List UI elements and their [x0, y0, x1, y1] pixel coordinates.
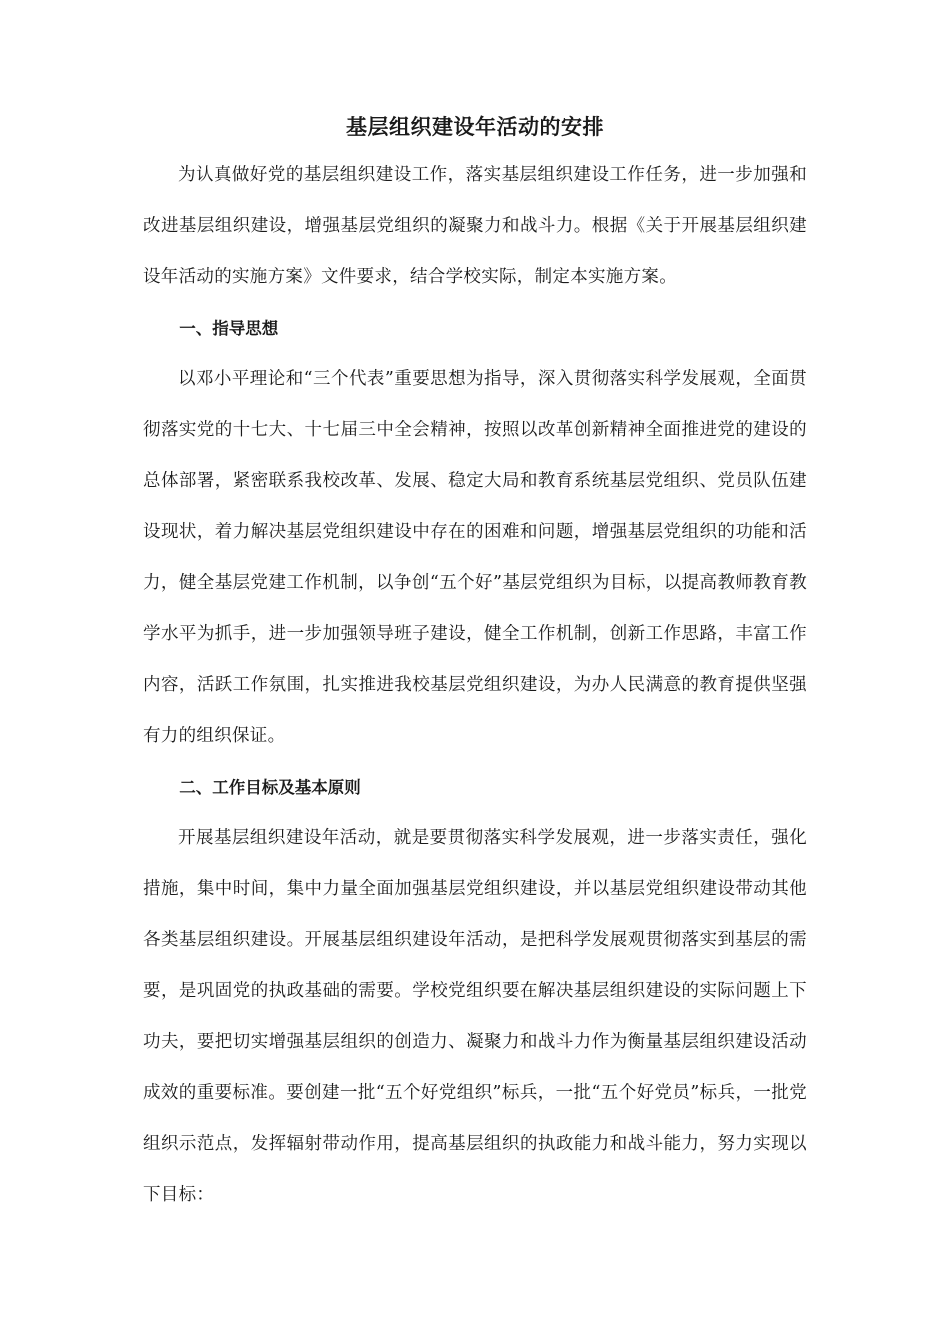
section-body-guiding-ideology: 以邓小平理论和“三个代表”重要思想为指导，深入贯彻落实科学发展观，全面贯彻落实党的十七大、十七届三中全会精神，按照以改革创新精神全面推进党的建设的总体部署，紧密联系我校改革、发展、稳定大局和教育系统基层党组织、党员队伍建设现状，着力解决基层党组织建设中存在的困难和问题，增强基层党组织的功能和活力，健全基层党建工作机制，以争创“五个好”基层党组织为目标，以提高教师教育教学水平为抓手，进一步加强领导班子建设，健全工作机制，创新工作思路，丰富工作内容，活跃工作氛围，扎实推进我校基层党组织建设，为办人民满意的教育提供坚强有力的组织保证。 — [143, 369, 807, 746]
document-page — [143, 112, 807, 1221]
document-title: 基层组织建设年活动的安排 — [346, 115, 604, 139]
intro-paragraph: 为认真做好党的基层组织建设工作，落实基层组织建设工作任务，进一步加强和改进基层组织建设，增强基层党组织的凝聚力和战斗力。根据《关于开展基层组织建设年活动的实施方案》文件要求，结合学校实际，制定本实施方案。 — [143, 165, 807, 287]
section-heading-goals-principles: 二、工作目标及基本原则 — [179, 778, 361, 797]
section-body-goals-principles: 开展基层组织建设年活动，就是要贯彻落实科学发展观，进一步落实责任，强化措施，集中时间，集中力量全面加强基层党组织建设，并以基层党组织建设带动其他各类基层组织建设。开展基层组织建设年活动，是把科学发展观贯彻落实到基层的需要，是巩固党的执政基础的需要。学校党组织要在解决基层组织建设的实际问题上下功夫，要把切实增强基层组织的创造力、凝聚力和战斗力作为衡量基层组织建设活动成效的重要标准。要创建一批“五个好党组织”标兵，一批“五个好党员”标兵，一批党组织示范点，发挥辐射带动作用，提高基层组织的执政能力和战斗能力，努力实现以下目标： — [143, 828, 807, 1205]
section-heading-guiding-ideology: 一、指导思想 — [179, 319, 279, 338]
